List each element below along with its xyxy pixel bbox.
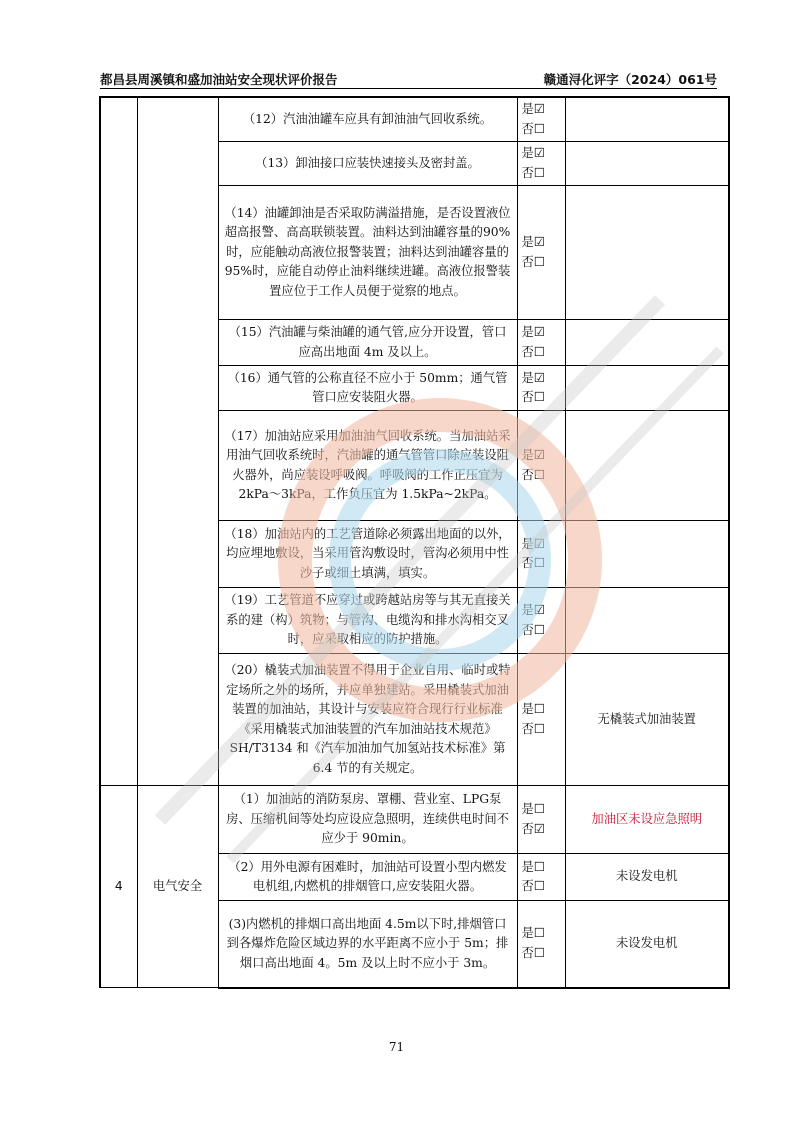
yes-checkbox[interactable]: 是☑ [521, 370, 545, 385]
check-item: （13）卸油接口应装快速接头及密封盖。 [218, 142, 517, 186]
remark-cell [565, 186, 729, 320]
no-checkbox[interactable]: 否☐ [521, 622, 545, 637]
yes-checkbox[interactable]: 是☑ [521, 146, 545, 160]
remark-cell [565, 142, 729, 186]
yes-no-cell [517, 786, 565, 854]
section-category: 电气安全 [137, 786, 218, 988]
remark-cell: 未设发电机 [565, 901, 729, 988]
remark-cell: 无橇装式加油装置 [565, 654, 729, 786]
no-checkbox[interactable]: 否☐ [521, 879, 545, 893]
no-checkbox[interactable]: 否☐ [521, 165, 545, 180]
check-item: （12）汽油油罐车应具有卸油油气回收系统。 [218, 97, 517, 142]
remark-cell [565, 588, 729, 654]
check-item: （16）通气管的公称直径不应小于 50mm；通气管管口应安装阻火器。 [218, 366, 517, 411]
no-checkbox[interactable]: 否☐ [521, 254, 545, 269]
check-item: （17）加油站应采用加油油气回收系统。当加油站采用油气回收系统时，汽油罐的通气管管口除应装设阻火器外，尚应装设呼吸阀。呼吸阀的工作正压宜为 2kPa～3kPa，工作负压宜为 1.5kPa~2kPa。 [218, 411, 517, 521]
report-title: 都昌县周溪镇和盛加油站安全现状评价报告 [100, 72, 338, 87]
yes-checkbox[interactable]: 是☑ [521, 102, 545, 116]
remark-cell [565, 366, 729, 411]
check-item: （1）加油站的消防泵房、罩棚、营业室、LPG泵房、压缩机间等处均应设应急照明，连续供电时间不应少于 90min。 [218, 786, 517, 854]
yes-no-cell [517, 97, 565, 142]
no-checkbox[interactable]: 否☐ [521, 945, 545, 960]
remark-cell [565, 411, 729, 521]
yes-no-cell [517, 186, 565, 320]
remark-cell [565, 521, 729, 588]
yes-checkbox[interactable]: 是☐ [521, 802, 545, 816]
table-row [100, 97, 729, 142]
table-row [100, 786, 729, 854]
yes-checkbox[interactable]: 是☑ [521, 603, 545, 617]
section-number: 4 [100, 786, 137, 988]
remark-cell: 未设发电机 [565, 854, 729, 901]
yes-checkbox[interactable]: 是☑ [521, 448, 545, 462]
no-checkbox[interactable]: 否☐ [521, 467, 545, 482]
remark-cell [565, 320, 729, 366]
yes-checkbox[interactable]: 是☐ [521, 702, 545, 716]
check-item: (3)内燃机的排烟口高出地面 4.5m以下时,排烟管口到各爆炸危险区域边界的水平距离不应小于 5m；排烟口高出地面 4。5m 及以上时不应小于 3m。 [218, 901, 517, 988]
check-item: （19）工艺管道不应穿过或跨越站房等与其无直接关系的建（构）筑物；与管沟、电缆沟和排水沟相交叉时，应采取相应的防护措施。 [218, 588, 517, 654]
no-checkbox[interactable]: 否☑ [521, 821, 545, 836]
yes-checkbox[interactable]: 是☑ [521, 235, 545, 249]
section-category-cell [137, 97, 218, 786]
remark-cell [565, 97, 729, 142]
yes-no-cell [517, 142, 565, 186]
evaluation-table [99, 96, 730, 989]
check-item: （14）油罐卸油是否采取防满溢措施，是否设置液位超高报警、高高联锁装置。油料达到油罐容量的90%时，应能触动高液位报警装置；油料达到油罐容量的95%时，应能自动停止油料继续进罐。高液位报警装置应位于工作人员便于觉察的地点。 [218, 186, 517, 320]
yes-no-cell [517, 854, 565, 901]
no-checkbox[interactable]: 否☐ [521, 121, 545, 136]
yes-no-cell [517, 654, 565, 786]
yes-checkbox[interactable]: 是☑ [521, 536, 545, 551]
yes-no-cell [517, 588, 565, 654]
page-number: 71 [388, 1040, 405, 1054]
report-number: 赣通浔化评字（2024）061号 [543, 72, 717, 87]
no-checkbox[interactable]: 否☐ [521, 556, 545, 570]
check-item: （18）加油站内的工艺管道除必须露出地面的以外，均应埋地敷设，当采用管沟敷设时，管沟必须用中性沙子或细土填满，填实。 [218, 521, 517, 588]
yes-checkbox[interactable]: 是☐ [521, 926, 545, 941]
check-item: （15）汽油罐与柴油罐的通气管,应分开设置，管口应高出地面 4m 及以上。 [218, 320, 517, 366]
yes-checkbox[interactable]: 是☑ [521, 325, 545, 339]
yes-no-cell [517, 411, 565, 521]
check-item: （20）橇装式加油装置不得用于企业自用、临时或特定场所之外的场所，并应单独建站。采用橇装式加油装置的加油站，其设计与安装应符合现行行业标准《采用橇装式加油装置的汽车加油站技术规范》SH/T3134 和《汽车加油加气加氢站技术标准》第 6.4 节的有关规定。 [218, 654, 517, 786]
yes-no-cell [517, 901, 565, 988]
remark-cell: 加油区未设应急照明 [565, 786, 729, 854]
section-number-cell [100, 97, 137, 786]
yes-no-cell [517, 320, 565, 366]
yes-no-cell [517, 366, 565, 411]
check-item: （2）用外电源有困难时，加油站可设置小型内燃发电机组,内燃机的排烟管口,应安装阻火器。 [218, 854, 517, 901]
yes-no-cell [517, 521, 565, 588]
no-checkbox[interactable]: 否☐ [521, 390, 545, 404]
no-checkbox[interactable]: 否☐ [521, 721, 545, 736]
no-checkbox[interactable]: 否☐ [521, 344, 545, 359]
yes-checkbox[interactable]: 是☐ [521, 859, 545, 874]
header-divider [100, 88, 717, 89]
